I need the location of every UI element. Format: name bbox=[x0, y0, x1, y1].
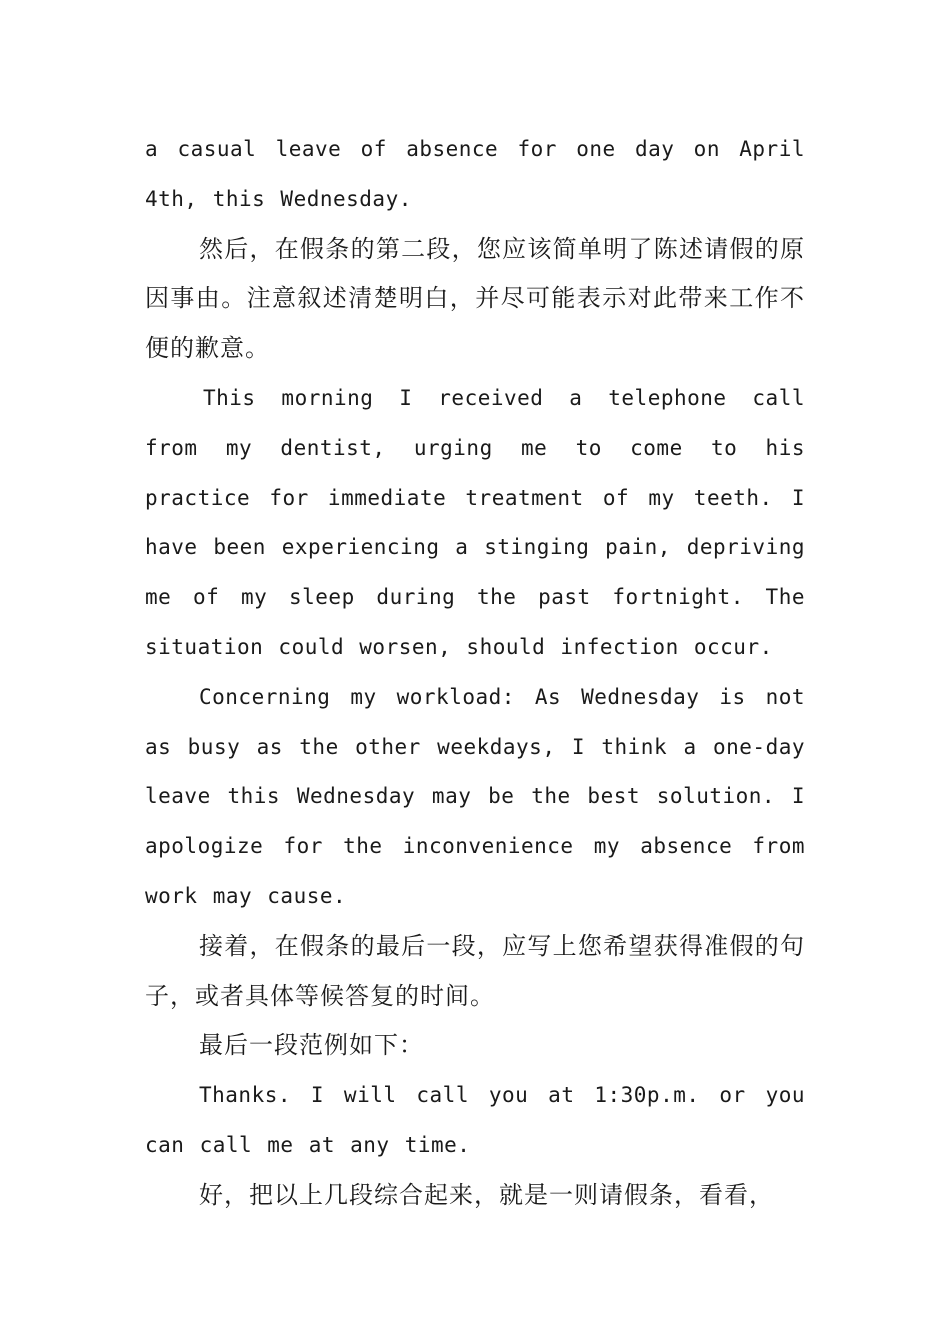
paragraph-example-intro: 最后一段范例如下： bbox=[199, 1031, 424, 1060]
paragraph-leave-request-continuation: a casual leave of absence for one day on April 4th, this Wednesday. bbox=[145, 137, 805, 211]
paragraph-dentist-reason: This morning I received a telephone call from my dentist, urging me to come to his practice for immediate treatment of my teeth. I have been experiencing a stinging pain, depriving me of my sleep during the past fortnight. The situation could worsen, should infection occur. bbox=[145, 385, 805, 659]
paragraph-summary: 好，把以上几段综合起来，就是一则请假条，看看， bbox=[199, 1180, 774, 1209]
paragraph-second-section-instruction: 然后，在假条的第二段，您应该简单明了陈述请假的原因事由。注意叙述清楚明白，并尽可能表示对此带来工作不便的歉意。 bbox=[145, 234, 805, 363]
paragraph-last-section-instruction: 接着，在假条的最后一段，应写上您希望获得准假的句子，或者具体等候答复的时间。 bbox=[145, 931, 805, 1010]
paragraph-workload: Concerning my workload: As Wednesday is not as busy as the other weekdays, I think a one-day leave this Wednesday may be the best solution. I apologize for the inconvenience my absence from work may cause. bbox=[145, 684, 805, 908]
paragraph-closing-example: Thanks. I will call you at 1:30p.m. or you can call me at any time. bbox=[145, 1083, 805, 1157]
document-page bbox=[145, 125, 805, 1221]
